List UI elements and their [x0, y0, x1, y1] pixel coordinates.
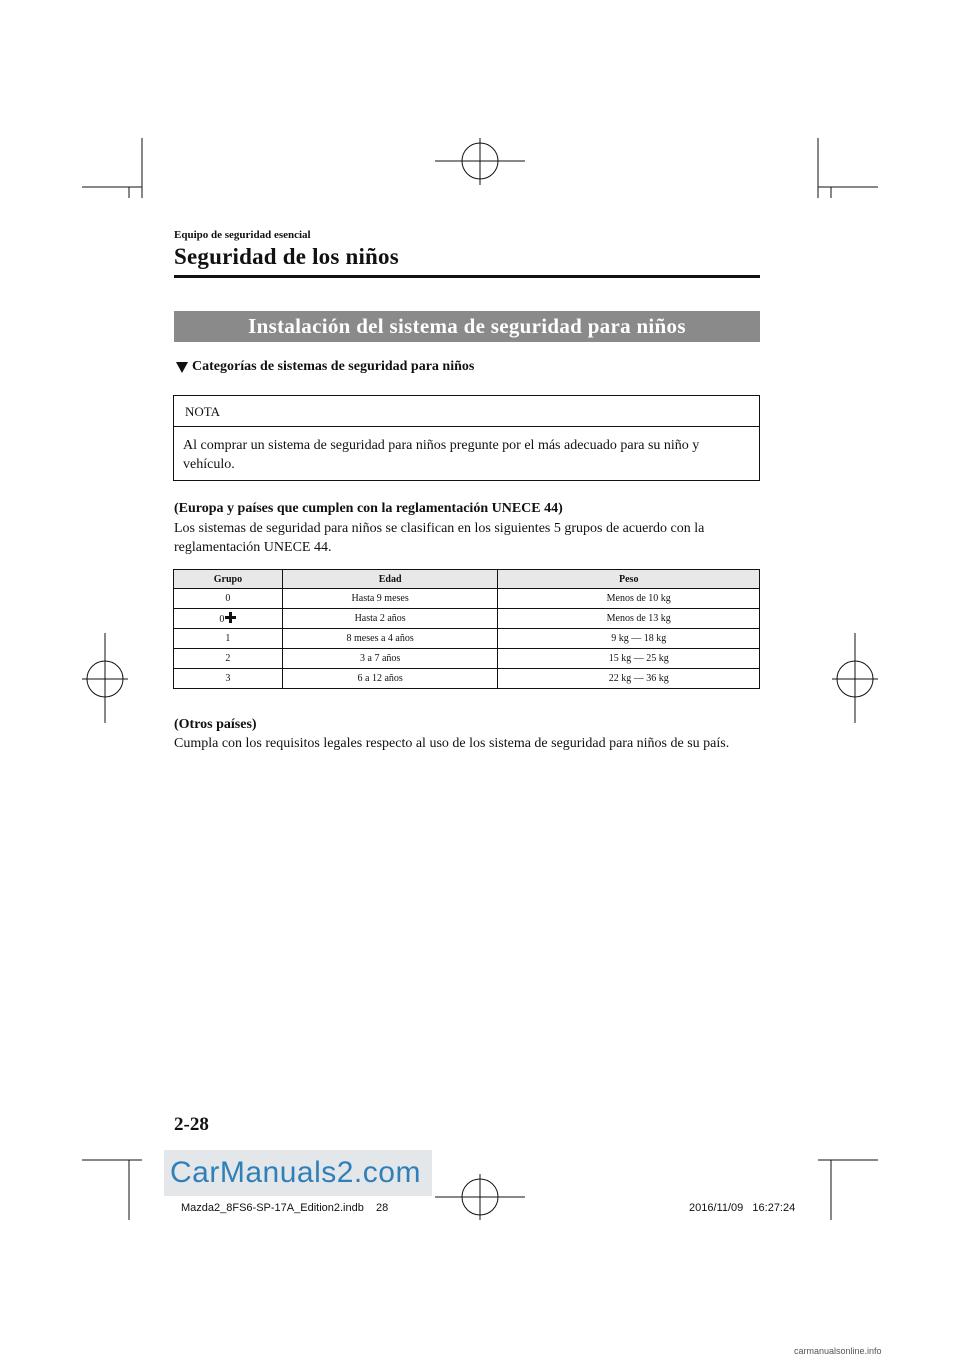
cell-group: 1 — [174, 629, 283, 649]
footer-site-watermark: carmanualsonline.info — [794, 1346, 882, 1356]
note-header — [174, 396, 759, 427]
cell-weight: Menos de 13 kg — [498, 609, 760, 629]
cell-age: 6 a 12 años — [282, 669, 498, 689]
note-text: Al comprar un sistema de seguridad para niños pregunte por el más adecuado para su niño y vehículo. — [183, 438, 700, 472]
chapter-title: Seguridad de los niños — [174, 244, 399, 269]
cell-group: 3 — [174, 669, 283, 689]
registration-target-top — [435, 138, 525, 185]
header-weight: Peso — [498, 570, 760, 589]
subheading-text: Categorías de sistemas de seguridad para niños — [192, 359, 475, 374]
cell-age: 3 a 7 años — [282, 649, 498, 669]
table-row — [174, 649, 760, 669]
cell-weight: 15 kg — 25 kg — [498, 649, 760, 669]
note-title: NOTA — [185, 404, 221, 419]
cell-age: 8 meses a 4 años — [282, 629, 498, 649]
cell-weight: 22 kg — 36 kg — [498, 669, 760, 689]
cell-group: 2 — [174, 649, 283, 669]
chapter-divider — [174, 275, 760, 278]
cell-age: Hasta 9 meses — [282, 589, 498, 609]
registration-target-bottom — [435, 1174, 525, 1220]
table-row — [174, 589, 760, 609]
other-countries-heading: (Otros países) — [174, 717, 257, 732]
registration-target-left — [82, 633, 128, 723]
page-number: 2-28 — [174, 1114, 209, 1135]
europe-heading: (Europa y países que cumplen con la reglamentación UNECE 44) — [174, 501, 563, 516]
cell-group — [174, 609, 283, 629]
groups-table — [173, 569, 760, 689]
footer-filename: Mazda2_8FS6-SP-17A_Edition2.indb 28 — [181, 1202, 389, 1214]
table-row — [174, 609, 760, 629]
header-age: Edad — [282, 570, 498, 589]
section-label: Equipo de seguridad esencial — [174, 229, 311, 241]
section-banner: Instalación del sistema de seguridad para niños — [174, 311, 760, 342]
watermark-logo — [164, 1150, 432, 1196]
triangle-down-icon — [176, 362, 188, 373]
footer-timestamp: 2016/11/09 16:27:24 — [689, 1202, 796, 1214]
cell-age: Hasta 2 años — [282, 609, 498, 629]
cell-group-value: 0 — [219, 614, 225, 625]
cell-group: 0 — [174, 589, 283, 609]
cell-weight: Menos de 10 kg — [498, 589, 760, 609]
header-group: Grupo — [174, 570, 283, 589]
registration-target-right — [832, 633, 878, 723]
other-countries-text: Cumpla con los requisitos legales respecto al uso de los sistema de seguridad para niños de su país. — [174, 736, 730, 751]
subheading — [176, 359, 474, 375]
table-header-row — [174, 570, 760, 589]
table-row — [174, 669, 760, 689]
note-box — [173, 395, 760, 481]
table-row — [174, 629, 760, 649]
watermark-text: CarManuals2.com — [170, 1156, 421, 1189]
europe-text: Los sistemas de seguridad para niños se clasifican en los siguientes 5 grupos de acuerdo con la reglamentación UNECE 44. — [174, 521, 705, 555]
plus-icon — [225, 612, 236, 623]
cell-weight: 9 kg — 18 kg — [498, 629, 760, 649]
